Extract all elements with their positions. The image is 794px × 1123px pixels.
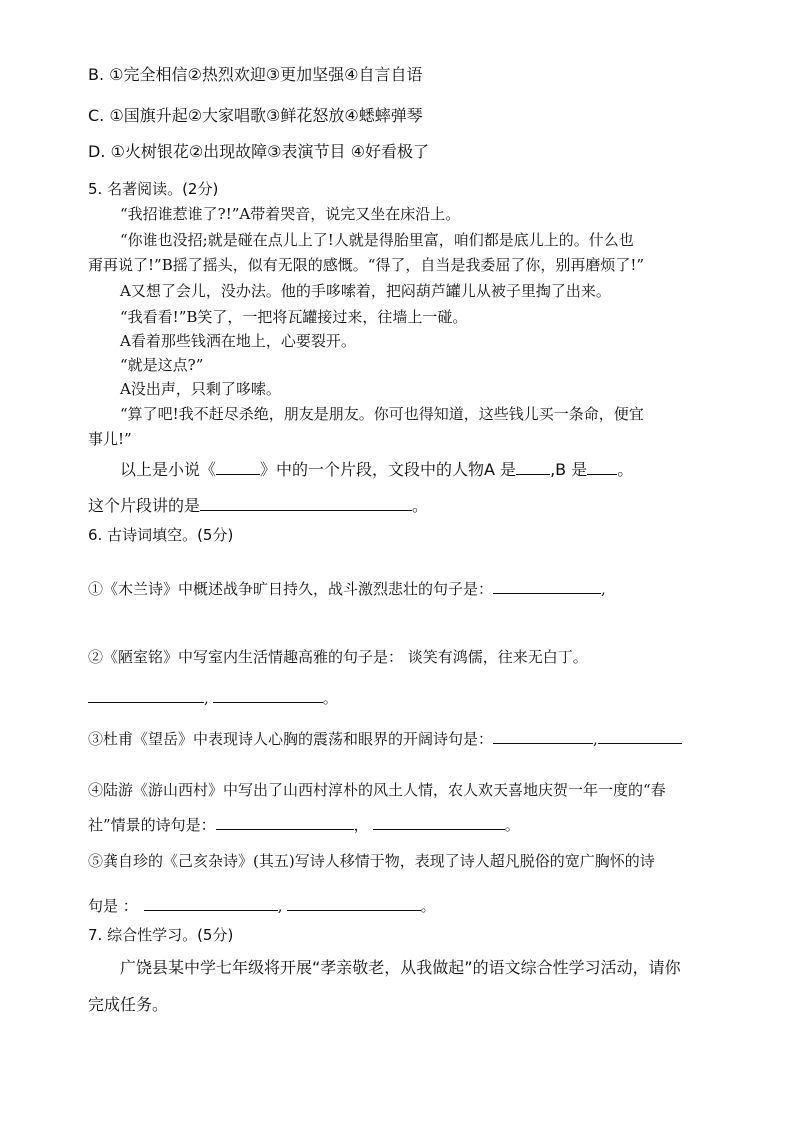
option-d: D. ①火树银花②出现故障③表演节目 ④好看极了 xyxy=(88,142,429,161)
q6-item-2-sep: , xyxy=(204,689,209,707)
character-a-blank[interactable] xyxy=(516,460,550,475)
q6-item-2-end: 。 xyxy=(322,689,338,707)
excerpt-summary-blank[interactable] xyxy=(200,496,412,511)
youshanxicun-answer-blank-1[interactable] xyxy=(216,815,354,830)
wangyue-answer-blank-2[interactable] xyxy=(598,729,682,744)
option-b: B. ①完全相信②热烈欢迎③更加坚强④自言自语 xyxy=(88,65,423,84)
character-b-blank[interactable] xyxy=(587,460,617,475)
q6-item-5-end: 。 xyxy=(420,897,436,915)
q5-fill-line-1 xyxy=(120,460,633,478)
loushiming-answer-blank-2[interactable] xyxy=(213,688,323,703)
q6-item-3 xyxy=(88,729,682,747)
wangyue-answer-blank-1[interactable] xyxy=(493,729,593,744)
q6-item-2: ②《陋室铭》中写室内生活情趣高雅的句子是： 谈笑有鸿儒，往来无白丁。 xyxy=(88,648,588,666)
q6-item-5-text: 句是 ： xyxy=(88,897,138,915)
q7-heading: 7. 综合性学习。(5分) xyxy=(88,926,234,944)
q6-item-2-answers xyxy=(88,688,338,706)
q6-item-3-text: ③杜甫《望岳》中表现诗人心胸的震荡和眼界的开阔诗句是： xyxy=(88,730,494,748)
q6-item-1-end: , xyxy=(601,580,606,598)
loushiming-answer-blank-1[interactable] xyxy=(88,688,204,703)
q6-item-5-line-2 xyxy=(88,896,436,914)
q6-item-4-line-1: ④陆游《游山西村》中写出了山西村淳朴的风土人情，农人欢天喜地庆贺一年一度的“春 xyxy=(88,781,666,799)
q5-para-7: A没出声，只剩了哆嗦。 xyxy=(120,380,281,398)
q6-item-3-sep: , xyxy=(593,730,598,748)
q5-fill-text-5: 这个片段讲的是 xyxy=(88,496,201,515)
q7-para-line-1: 广饶县某中学七年级将开展“孝亲敬老，从我做起”的语文综合性学习活动，请你 xyxy=(120,958,681,977)
q6-item-1-text: ①《木兰诗》中概述战争旷日持久，战斗激烈悲壮的句子是： xyxy=(88,580,494,598)
q6-item-1 xyxy=(88,579,606,597)
mulan-answer-blank[interactable] xyxy=(493,579,601,594)
novel-title-blank[interactable] xyxy=(216,460,260,475)
q6-item-4-line-2 xyxy=(88,815,520,833)
q5-heading: 5. 名著阅读。(2分) xyxy=(88,180,219,198)
jihaizashi-answer-blank-1[interactable] xyxy=(144,896,278,911)
q5-para-3: A又想了会儿，没办法。他的手哆嗦着，把闷葫芦罐儿从被子里掏了出来。 xyxy=(120,282,611,300)
q6-item-5-line-1: ⑤龚自珍的《己亥杂诗》(其五)写诗人移情于物，表现了诗人超凡脱俗的宽广胸怀的诗 xyxy=(88,852,655,870)
q5-fill-text-3: ,B 是 xyxy=(550,460,588,479)
jihaizashi-answer-blank-2[interactable] xyxy=(287,896,421,911)
youshanxicun-answer-blank-2[interactable] xyxy=(373,815,505,830)
q5-para-5: A看着那些钱洒在地上，心要裂开。 xyxy=(120,332,356,350)
q5-para-4: “我看看!”B笑了，一把将瓦罐接过来，往墙上一碰。 xyxy=(120,308,468,326)
q5-para-2-line-2: 甭再说了!”B摇了摇头，似有无限的感慨。“得了，自当是我委屈了你，别再磨烦了!” xyxy=(88,256,645,274)
q5-para-8-line-2: 事儿!” xyxy=(88,430,132,448)
option-c: C. ①国旗升起②大家唱歌③鲜花怒放④蟋蟀弹琴 xyxy=(88,106,423,125)
q6-item-4-end: 。 xyxy=(504,816,520,834)
q6-heading: 6. 古诗词填空。(5分) xyxy=(88,526,234,544)
q7-para-line-2: 完成任务。 xyxy=(88,995,169,1014)
q5-fill-line-2 xyxy=(88,496,428,514)
q5-fill-text-1: 以上是小说《 xyxy=(120,460,217,479)
q5-fill-text-6: 。 xyxy=(412,496,429,515)
q5-fill-text-2: 》中的一个片段，文段中的人物A 是 xyxy=(260,460,517,479)
q6-item-4-sep: ， xyxy=(353,816,369,834)
q6-item-5-sep: , xyxy=(277,897,283,915)
q5-para-8-line-1: “算了吧!我不赶尽杀绝，朋友是朋友。你可也得知道，这些钱儿买一条命，便宜 xyxy=(120,405,644,423)
q6-item-4-text: 社”情景的诗句是： xyxy=(88,816,216,834)
q5-para-1: “我招谁惹谁了?!”A带着哭音，说完又坐在床沿上。 xyxy=(120,205,461,223)
q5-fill-text-4: 。 xyxy=(617,460,634,479)
q5-para-2-line-1: “你谁也没招;就是碰在点儿上了!人就是得胎里富，咱们都是底儿上的。什么也 xyxy=(120,231,634,249)
q5-para-6: “就是这点?” xyxy=(120,356,204,374)
